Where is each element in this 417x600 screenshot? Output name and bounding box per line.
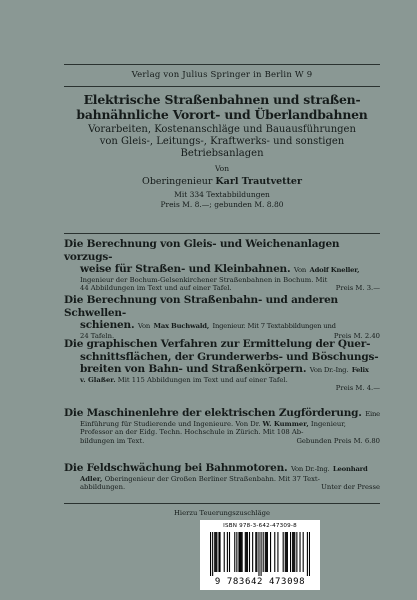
barcode-bar: [247, 532, 248, 572]
barcode-bar: [214, 532, 215, 572]
barcode-bar: [261, 532, 262, 576]
barcode-bar: [215, 532, 216, 572]
barcode-bar: [290, 532, 291, 572]
surcharge-note: Hierzu Teuerungszuschläge: [174, 509, 270, 517]
barcode-bar: [267, 532, 268, 572]
barcode-bar: [238, 532, 239, 572]
barcode-bar: [241, 532, 242, 572]
barcode-bar: [299, 532, 300, 572]
barcode-bar: [258, 532, 259, 576]
barcode-bar: [263, 532, 264, 572]
barcode-bar: [277, 532, 278, 572]
main-book-von: Von: [214, 164, 230, 173]
barcode-bar: [309, 532, 310, 576]
barcode-bar: [227, 532, 228, 572]
barcode-bar: [292, 532, 293, 572]
barcode-bar: [234, 532, 235, 572]
barcode-bar: [224, 532, 225, 572]
top-rule: [64, 64, 380, 65]
publisher-line: Verlag von Julius Springer in Berlin W 9: [131, 70, 313, 80]
barcode-bar: [246, 532, 247, 572]
barcode-bar: [242, 532, 243, 572]
entry-price: Preis M. 2.40: [333, 331, 380, 340]
barcode-bar: [239, 532, 240, 572]
barcode-digits: 9 783642 473098: [214, 577, 306, 587]
main-book-title: Elektrische Straßenbahnen und straßen- bahnähnliche Vorort- und Überlandbahnen: [76, 92, 368, 122]
barcode-bar: [210, 532, 211, 576]
bottom-rule: [64, 503, 380, 504]
section-rule: [64, 233, 380, 234]
entry-status: Unter der Presse: [321, 483, 380, 491]
isbn-text: ISBN 978-3-642-47309-8: [223, 523, 297, 529]
entry-feldschwaechung: Die Feldschwächung bei Bahnmotoren. Von Dr.-Ing. Leonhard Adler, Oberingenieur der Großen Berliner Straßenbahn. Mit 37 Text- abbildungen. Unter der Presse: [64, 462, 380, 491]
barcode-label: [200, 520, 320, 590]
barcode-bar: [303, 532, 304, 572]
barcode-bar: [287, 532, 288, 572]
barcode-bar: [252, 532, 253, 572]
barcode-bar: [216, 532, 217, 572]
publisher-rule: [64, 86, 380, 87]
barcode-bar: [285, 532, 286, 572]
barcode-bar: [249, 532, 250, 572]
barcode-bar: [296, 532, 297, 572]
entry-graphische-verfahren: Die graphischen Verfahren zur Ermittelung der Quer- schnittsflächen, der Grunderwerbs- und Böschungs- breiten von Bahn- und Straßenkörpern. Von Dr.-Ing. Felix v. Glaßer. Mit 115 Abbildungen im Text und auf einer Tafel. Preis M. 4.—: [64, 338, 380, 392]
barcode-bar: [218, 532, 219, 572]
entry-price: Preis M. 3.—: [335, 284, 380, 292]
barcode-bar: [219, 532, 220, 572]
barcode-bar: [212, 532, 213, 576]
barcode-bar: [266, 532, 267, 572]
main-book-subtitle: Vorarbeiten, Kostenanschläge und Bauausführungen von Gleis-, Leitungs-, Kraftwerks- und sonstigen Betriebsanlagen: [88, 124, 356, 159]
main-book-author: Oberingenieur Karl Trautvetter: [142, 176, 302, 187]
barcode-bar: [255, 532, 256, 572]
barcode-bar: [236, 532, 237, 572]
main-book-section: [64, 92, 380, 210]
barcode-bar: [307, 532, 308, 576]
barcode-bar: [256, 532, 257, 572]
entry-price: Gebunden Preis M. 6.80: [296, 436, 380, 445]
barcode-bar: [229, 532, 230, 572]
barcode-bar: [286, 532, 287, 572]
entry-price: Preis M. 4.—: [335, 384, 380, 392]
entry-gleis-weichen: Die Berechnung von Gleis- und Weichenanlagen vorzugs- weise für Straßen- und Kleinbahnen. Von Adolf Kneller, Ingenieur der Bochum-Gelsenkirchener Straßenbahnen in Bochum. Mit 44 Abbildungen im Text und auf einer Tafel. Preis M. 3.—: [64, 238, 380, 292]
entry-schwellenschienen: Die Berechnung von Straßenbahn- und anderen Schwellen- schienen. Von Max Buchwald, Ingenieur. Mit 7 Textabbildungen und 24 Tafeln. Preis M. 2.40: [64, 294, 380, 340]
barcode-bar: [245, 532, 246, 572]
entry-maschinenlehre: Die Maschinenlehre der elektrischen Zugförderung. Eine Einführung für Studierende und Ingenieure. Von Dr. W. Kummer, Ingenieur, Professor an der Eidg. Techn. Hochschule in Zürich. Mit 108 Ab- bildungen im Text. Gebunden Preis M. 6.80: [64, 407, 380, 445]
barcode-bar: [293, 532, 294, 572]
barcode-bar: [283, 532, 284, 572]
main-book-meta: Mit 334 Textabbildungen Preis M. 8.—; gebunden M. 8.80: [160, 190, 284, 209]
barcode-bar: [270, 532, 271, 572]
barcode-bar: [265, 532, 266, 572]
barcode-bar: [294, 532, 295, 572]
barcode-bar: [274, 532, 275, 572]
barcode: [210, 532, 310, 576]
